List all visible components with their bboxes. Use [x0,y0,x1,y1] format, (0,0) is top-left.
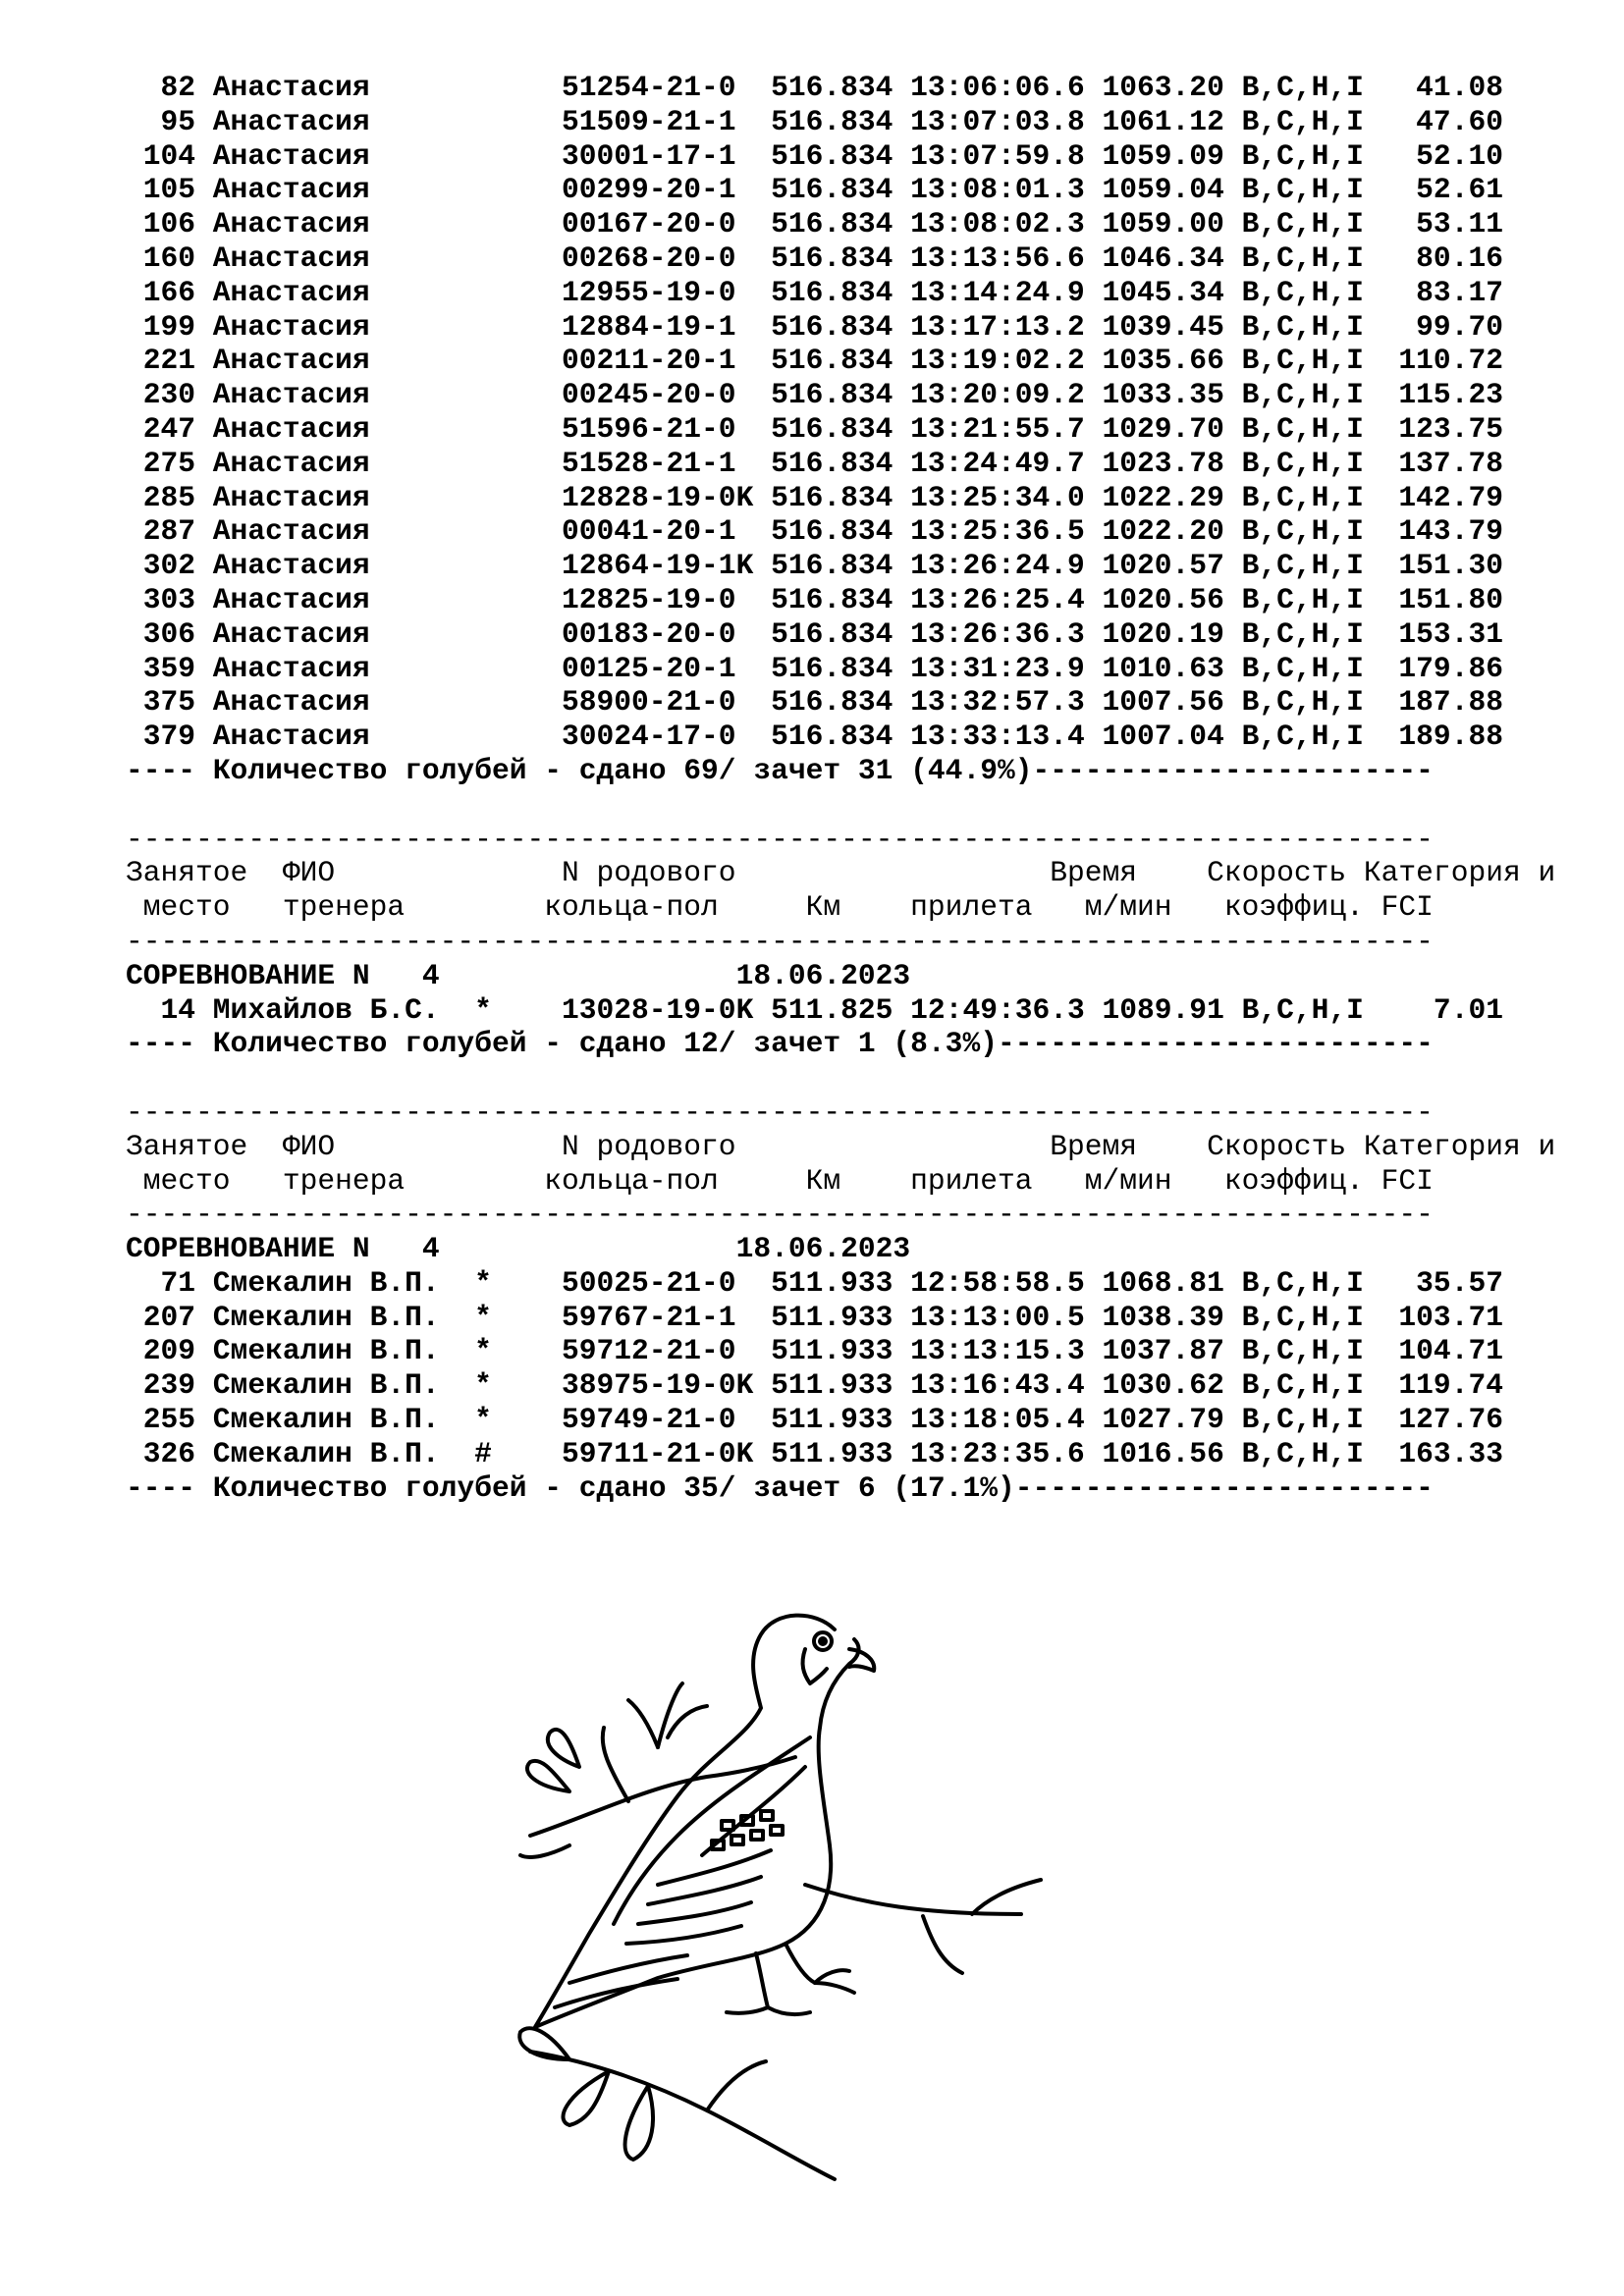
result-row: 105 Анастасия 00299-20-1 516.834 13:08:01.3 1059.04 B,C,H,I 52.61 [126,173,1503,207]
competition-title: СОРЕВНОВАНИЕ N 4 18.06.2023 [126,958,911,992]
result-row: 303 Анастасия 12825-19-0 516.834 13:26:25.4 1020.56 B,C,H,I 151.80 [126,582,1503,616]
pigeon-illustration [511,1590,1060,2218]
result-row: 209 Смекалин В.П. * 59712-21-0 511.933 13:13:15.3 1037.87 B,C,H,I 104.71 [126,1334,1503,1368]
results-document [126,71,1555,1505]
result-row: 239 Смекалин В.П. * 38975-19-0K 511.933 13:16:43.4 1030.62 B,C,H,I 119.74 [126,1368,1503,1403]
result-row: 230 Анастасия 00245-20-0 516.834 13:20:09.2 1033.35 B,C,H,I 115.23 [126,378,1503,412]
result-row: 82 Анастасия 51254-21-0 516.834 13:06:06.6 1063.20 B,C,H,I 41.08 [126,71,1503,104]
result-row: 275 Анастасия 51528-21-1 516.834 13:24:49.7 1023.78 B,C,H,I 137.78 [126,446,1503,480]
result-row: 221 Анастасия 00211-20-1 516.834 13:19:02.2 1035.66 B,C,H,I 110.72 [126,344,1503,378]
result-row: 255 Смекалин В.П. * 59749-21-0 511.933 13:18:05.4 1027.79 B,C,H,I 127.76 [126,1403,1503,1437]
result-row: 375 Анастасия 58900-21-0 516.834 13:32:57.3 1007.56 B,C,H,I 187.88 [126,685,1503,720]
result-row: 104 Анастасия 30001-17-1 516.834 13:07:59.8 1059.09 B,C,H,I 52.10 [126,138,1503,173]
result-row: 106 Анастасия 00167-20-0 516.834 13:08:02.3 1059.00 B,C,H,I 53.11 [126,207,1503,241]
result-row: 95 Анастасия 51509-21-1 516.834 13:07:03.8 1061.12 B,C,H,I 47.60 [126,104,1503,138]
rule-top: --------------------------------------------------------------------------- [126,822,1434,856]
section-1-results [126,71,1555,754]
section-summary: ---- Количество голубей - сдано 35/ зачет 6 (17.1%)------------------------ [126,1470,1434,1505]
result-row: 247 Анастасия 51596-21-0 516.834 13:21:55.7 1029.70 B,C,H,I 123.75 [126,411,1503,446]
result-row: 71 Смекалин В.П. * 50025-21-0 511.933 12:58:58.5 1068.81 B,C,H,I 35.57 [126,1265,1503,1300]
rule-top: --------------------------------------------------------------------------- [126,1095,1434,1129]
result-row: 207 Смекалин В.П. * 59767-21-1 511.933 13:13:00.5 1038.39 B,C,H,I 103.71 [126,1300,1503,1334]
competition-title: СОРЕВНОВАНИЕ N 4 18.06.2023 [126,1232,911,1266]
rule-bottom: --------------------------------------------------------------------------- [126,1198,1434,1232]
column-header-line-1: Занятое ФИО N родового Время Скорость Категория и [126,1129,1556,1163]
section-2-results [126,823,1555,1062]
column-header-line-2: место тренера кольца-пол Км прилета м/мин коэффиц. FCI [126,890,1434,925]
result-row: 14 Михайлов Б.С. * 13028-19-0K 511.825 12:49:36.3 1089.91 B,C,H,I 7.01 [126,992,1503,1027]
result-row: 326 Смекалин В.П. # 59711-21-0K 511.933 13:23:35.6 1016.56 B,C,H,I 163.33 [126,1436,1503,1470]
result-row: 302 Анастасия 12864-19-1K 516.834 13:26:24.9 1020.57 B,C,H,I 151.30 [126,549,1503,583]
result-row: 285 Анастасия 12828-19-0K 516.834 13:25:34.0 1022.29 B,C,H,I 142.79 [126,480,1503,514]
section-3-results [126,1095,1555,1506]
pigeon-icon [511,1590,1060,2218]
section-1-summary: ---- Количество голубей - сдано 69/ зачет 31 (44.9%)----------------------- [126,753,1434,787]
result-row: 379 Анастасия 30024-17-0 516.834 13:33:13.4 1007.04 B,C,H,I 189.88 [126,720,1503,754]
result-row: 199 Анастасия 12884-19-1 516.834 13:17:13.2 1039.45 B,C,H,I 99.70 [126,309,1503,344]
column-header-line-1: Занятое ФИО N родового Время Скорость Категория и [126,856,1556,890]
result-row: 359 Анастасия 00125-20-1 516.834 13:31:23.9 1010.63 B,C,H,I 179.86 [126,651,1503,685]
section-summary: ---- Количество голубей - сдано 12/ зачет 1 (8.3%)------------------------- [126,1027,1434,1061]
result-row: 287 Анастасия 00041-20-1 516.834 13:25:36.5 1022.20 B,C,H,I 143.79 [126,514,1503,549]
result-row: 306 Анастасия 00183-20-0 516.834 13:26:36.3 1020.19 B,C,H,I 153.31 [126,616,1503,651]
column-header-line-2: место тренера кольца-пол Км прилета м/мин коэффиц. FCI [126,1163,1434,1198]
result-row: 166 Анастасия 12955-19-0 516.834 13:14:24.9 1045.34 B,C,H,I 83.17 [126,275,1503,309]
rule-bottom: --------------------------------------------------------------------------- [126,924,1434,958]
result-row: 160 Анастасия 00268-20-0 516.834 13:13:56.6 1046.34 B,C,H,I 80.16 [126,240,1503,275]
